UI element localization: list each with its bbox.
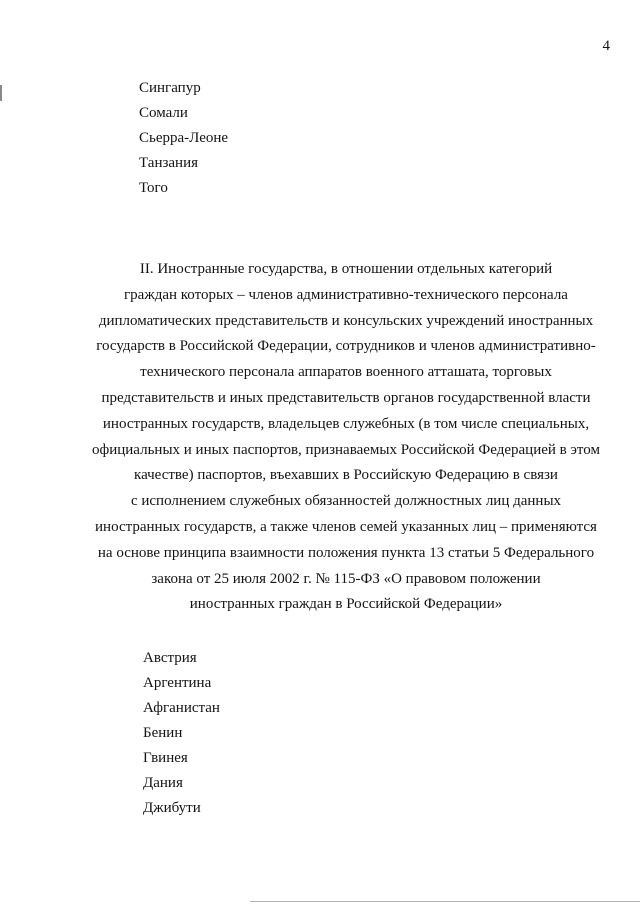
list-item: Афганистан bbox=[143, 700, 220, 716]
country-list-top bbox=[139, 76, 228, 201]
list-item: Сьерра-Леоне bbox=[139, 130, 229, 146]
list-item: Аргентина bbox=[143, 675, 212, 691]
list-item: Сингапур bbox=[139, 80, 201, 96]
list-item: Гвинея bbox=[143, 750, 188, 766]
heading-line: дипломатических представительств и консульских учреждений иностранных bbox=[98, 312, 594, 329]
heading-line: технического персонала аппаратов военного атташата, торговых bbox=[140, 364, 552, 381]
list-item: Сомали bbox=[139, 105, 188, 121]
heading-line: официальных и иных паспортов, признаваемых Российской Федерацией в этом bbox=[92, 441, 600, 458]
list-item: Того bbox=[139, 180, 168, 196]
page-number: 4 bbox=[602, 38, 610, 54]
heading-line: представительств и иных представительств органов государственной власти bbox=[101, 389, 591, 406]
heading-line: государств в Российской Федерации, сотрудников и членов административно- bbox=[96, 338, 596, 355]
heading-line: иностранных государств, владельцев служебных (в том числе специальных, bbox=[102, 415, 590, 432]
list-item: Дания bbox=[143, 775, 183, 791]
list-item: Австрия bbox=[143, 650, 197, 666]
country-list-bottom bbox=[143, 646, 220, 821]
heading-line: на основе принципа взаимности положения пункта 13 статьи 5 Федерального bbox=[97, 544, 595, 561]
heading-line: граждан которых – членов административно-технического персонала bbox=[124, 286, 568, 303]
section-heading bbox=[86, 257, 606, 618]
list-item: Бенин bbox=[143, 725, 183, 741]
heading-line: с исполнением служебных обязанностей должностных лиц данных bbox=[130, 493, 562, 510]
heading-line: закона от 25 июля 2002 г. № 115-ФЗ «О правовом положении bbox=[151, 570, 541, 587]
scan-bottom-line bbox=[250, 901, 640, 902]
scan-edge-mark bbox=[0, 85, 2, 101]
heading-line: II. Иностранные государства, в отношении отдельных категорий bbox=[139, 261, 553, 277]
heading-line: качестве) паспортов, въехавших в Российскую Федерацию в связи bbox=[134, 467, 558, 484]
heading-line: иностранных граждан в Российской Федерации» bbox=[189, 596, 503, 613]
heading-line: иностранных государств, а также членов семей указанных лиц – применяются bbox=[95, 518, 597, 535]
list-item: Танзания bbox=[139, 155, 199, 171]
list-item: Джибути bbox=[143, 800, 201, 816]
